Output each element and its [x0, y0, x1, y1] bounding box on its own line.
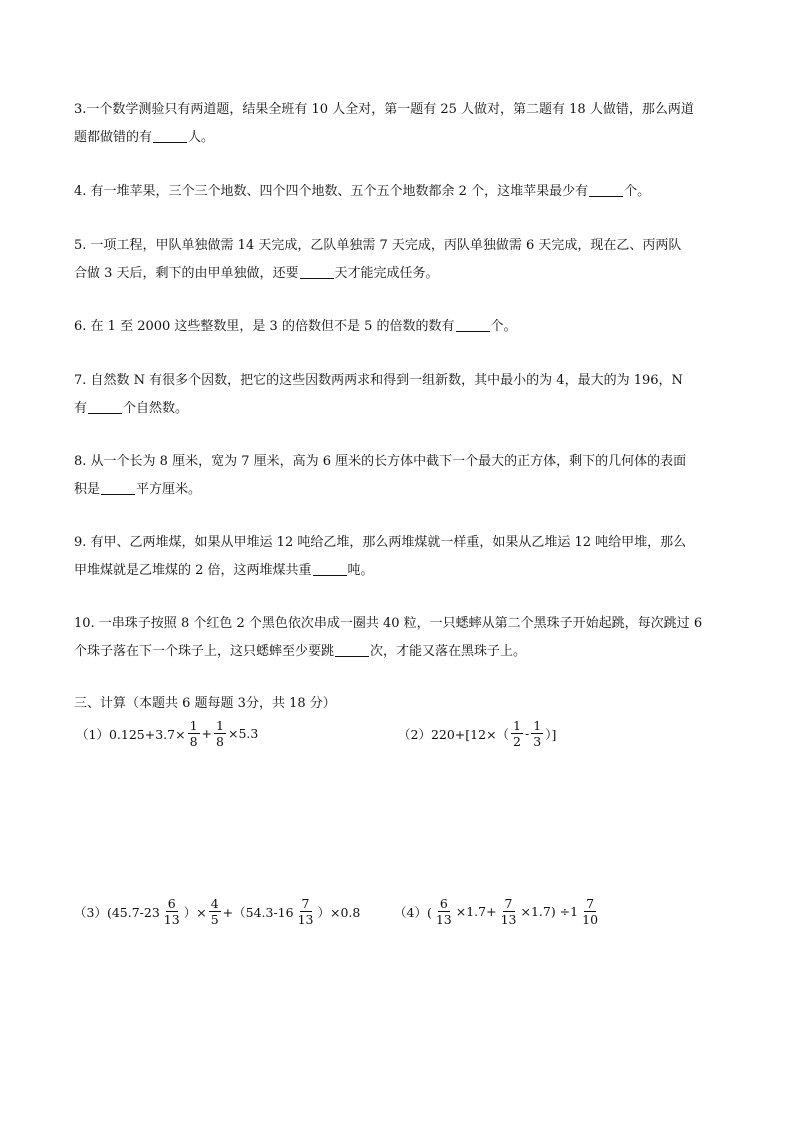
answer-blank[interactable]: [589, 182, 623, 197]
fraction: $\frac{6}{13}$: [163, 896, 180, 927]
question-text: 9. 有甲、乙两堆煤，如果从甲堆运 12 吨给乙堆，那么两堆煤就一样重，如果从乙堆运 12 吨给甲堆，那么: [74, 535, 687, 550]
question-text: 积是 平方厘米。: [74, 482, 202, 497]
answer-blank[interactable]: [335, 642, 369, 657]
question-4: [74, 178, 724, 206]
question-text: 合做 3 天后，剩下的由甲单独做，还要 天才能完成任务。: [74, 266, 439, 281]
fraction: $\frac{1}{8}$: [189, 718, 198, 749]
fraction: $\frac{1}{8}$: [216, 718, 224, 749]
calc-problem-2: （2）220+[12×（ $\frac{1}{2}$ - $\frac{1}{3}$ ）]: [398, 718, 557, 749]
question-text: 甲堆煤就是乙堆煤的 2 倍，这两堆煤共重 吨。: [74, 563, 374, 578]
question-text: 题都做错的有 人。: [74, 130, 215, 145]
question-text: 8. 从一个长为 8 厘米，宽为 7 厘米，高为 6 厘米的长方体中截下一个最大的正方体，剩下的几何体的表面: [74, 454, 687, 469]
fraction: $\frac{7}{10}$: [582, 896, 599, 927]
answer-blank[interactable]: [88, 399, 122, 414]
section-title: 三、计算（本题共 6 题每题 3分，共 18 分）: [74, 696, 336, 711]
question-text: 6. 在 1 至 2000 这些整数里，是 3 的倍数但不是 5 的倍数的数有 个。: [74, 319, 517, 334]
question-5: [74, 232, 724, 288]
fraction: $\frac{1}{2}$: [513, 718, 521, 749]
question-text: 3.一个数学测验只有两道题，结果全班有 10 人全对，第一题有 25 人做对，第二题有 18 人做错，那么两道: [74, 102, 694, 117]
answer-blank[interactable]: [101, 480, 135, 495]
answer-blank[interactable]: [313, 561, 347, 576]
question-10: [74, 610, 724, 666]
question-text: 有 个自然数。: [74, 401, 189, 416]
answer-blank[interactable]: [300, 264, 334, 279]
calc-problem-1: （1）0.125+3.7× $\frac{1}{8}$ + $\frac{1}{8}$ ×5.3: [76, 718, 259, 749]
answer-blank[interactable]: [456, 317, 490, 332]
question-7: [74, 367, 724, 423]
calc-problem-4: （4）( $\frac{6}{13}$ ×1.7+ $\frac{7}{13}$ ×1.7) ÷1 $\frac{7}{10}$: [394, 896, 599, 927]
question-text: 5. 一项工程，甲队单独做需 14 天完成，乙队单独需 7 天完成，丙队单独做需 6 天完成，现在乙、丙两队: [74, 238, 682, 253]
question-3: [74, 96, 724, 152]
fraction: $\frac{4}{5}$: [210, 896, 219, 927]
question-8: [74, 448, 724, 504]
calc-problem-3: （3）(45.7-23 $\frac{6}{13}$ ）× $\frac{4}{5}$ +（54.3-16 $\frac{7}{13}$ ）×0.8: [74, 896, 361, 927]
question-text: 7. 自然数 N 有很多个因数，把它的这些因数两两求和得到一组新数，其中最小的为 4，最大的为 196，N: [74, 373, 683, 388]
answer-blank[interactable]: [153, 128, 187, 143]
question-text: 4. 有一堆苹果，三个三个地数、四个四个地数、五个五个地数都余 2 个，这堆苹果最少有 个。: [74, 184, 651, 199]
question-text: 个珠子落在下一个珠子上，这只蟋蟀至少要跳 次，才能又落在黑珠子上。: [74, 644, 527, 659]
question-text: 10. 一串珠子按照 8 个红色 2 个黑色依次串成一圈共 40 粒，一只蟋蟀从第二个黑珠子开始起跳，每次跳过 6: [74, 616, 703, 631]
question-6: [74, 313, 724, 341]
fraction: $\frac{7}{13}$: [500, 896, 517, 927]
fraction: $\frac{6}{13}$: [435, 896, 452, 927]
question-9: [74, 529, 724, 585]
fraction: $\frac{7}{13}$: [297, 896, 314, 927]
fraction: $\frac{1}{3}$: [533, 718, 542, 749]
